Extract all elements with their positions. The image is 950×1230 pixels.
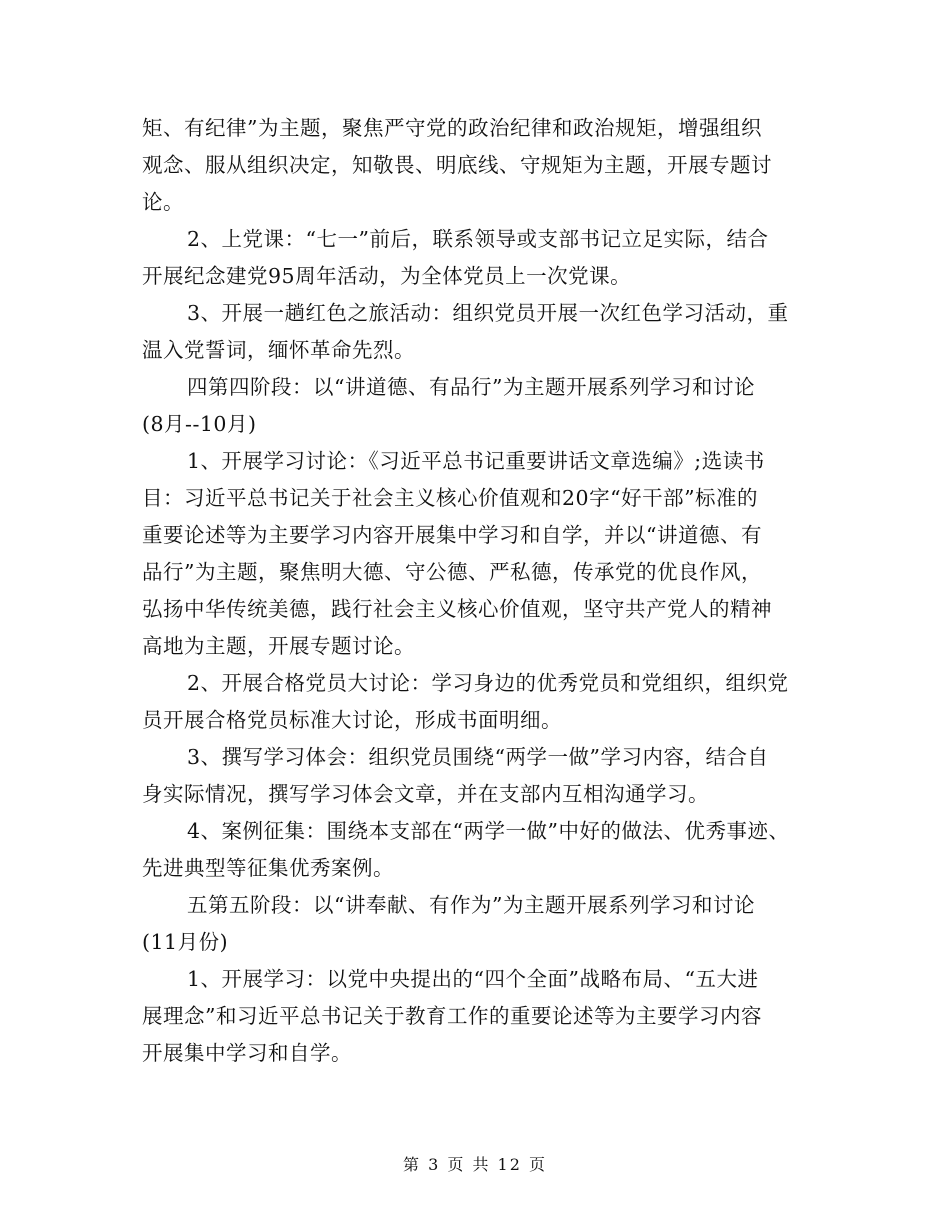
text-line: 1、开展学习：以党中央提出的“四个全面”战略布局、“五大进 [187, 967, 759, 991]
text-line: 2、开展合格党员大讨论：学习身边的优秀党员和党组织，组织党 [187, 671, 789, 695]
text-line: 弘扬中华传统美德，践行社会主义核心价值观，坚守共产党人的精神 [142, 597, 772, 621]
text-line: 观念、服从组织决定，知敬畏、明底线、守规矩为主题，开展专题讨 [142, 153, 772, 177]
section-heading: 四第四阶段：以“讲道德、有品行”为主题开展系列学习和讨论 [187, 375, 755, 399]
text-line: 矩、有纪律”为主题，聚焦严守党的政治纪律和政治规矩，增强组织 [142, 116, 762, 140]
text-line: 4、案例征集：围绕本支部在“两学一做”中好的做法、优秀事迹、 [187, 819, 790, 843]
text-line: 2、上党课：“七一”前后，联系领导或支部书记立足实际，结合 [187, 227, 769, 251]
text-line: 重要论述等为主要学习内容开展集中学习和自学，并以“讲道德、有 [142, 523, 762, 547]
text-line: 开展纪念建党95周年活动，为全体党员上一次党课。 [142, 264, 632, 288]
page-number-footer: 第 3 页 共 12 页 [403, 1155, 547, 1174]
text-line: 品行”为主题，聚焦明大德、守公德、严私德，传承党的优良作风， [142, 560, 762, 584]
section-heading-date: (11月份) [142, 930, 229, 954]
section-heading: 五第五阶段：以“讲奉献、有作为”为主题开展系列学习和讨论 [187, 893, 755, 917]
text-line: 高地为主题，开展专题讨论。 [142, 634, 415, 658]
text-line: 3、撰写学习体会：组织党员围绕“两学一做”学习内容，结合自 [187, 745, 769, 769]
text-line: 3、开展一趟红色之旅活动：组织党员开展一次红色学习活动，重 [187, 301, 789, 325]
text-line: 目：习近平总书记关于社会主义核心价值观和20字“好干部”标准的 [142, 486, 759, 510]
text-line: 温入党誓词，缅怀革命先烈。 [142, 338, 415, 362]
text-line: 身实际情况，撰写学习体会文章，并在支部内互相沟通学习。 [142, 782, 709, 806]
text-line: 先进典型等征集优秀案例。 [142, 856, 394, 880]
section-heading-date: (8月--10月) [142, 412, 257, 436]
text-line: 论。 [142, 190, 184, 214]
text-line: 开展集中学习和自学。 [142, 1041, 352, 1065]
text-line: 员开展合格党员标准大讨论，形成书面明细。 [142, 708, 562, 732]
text-line: 展理念”和习近平总书记关于教育工作的重要论述等为主要学习内容 [142, 1004, 762, 1028]
text-line: 1、开展学习讨论：《习近平总书记重要讲话文章选编》;选读书 [187, 449, 765, 473]
